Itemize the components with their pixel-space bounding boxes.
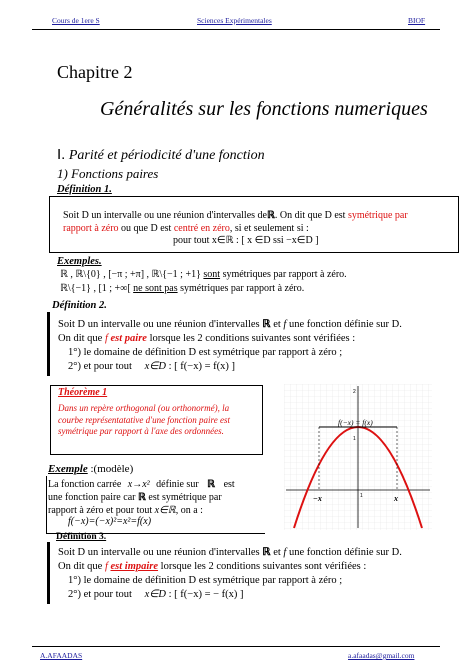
section-heading bbox=[57, 146, 265, 164]
f-symbol: f bbox=[283, 547, 287, 558]
example-formula: f(−x)=(−x)²=x²=f(x) bbox=[68, 516, 152, 527]
def2-cond1: 1°) le domaine de définition D est symétrique par rapport à zéro ; bbox=[68, 347, 343, 358]
examples-line1 bbox=[60, 269, 347, 280]
footer-left[interactable]: A.AFAADAS bbox=[40, 651, 83, 660]
set-R-symbol: ℝ bbox=[262, 547, 271, 558]
graph-tick-y1: 1 bbox=[353, 436, 356, 442]
def3-text bbox=[58, 546, 402, 602]
theorem1-line1: Dans un repère orthogonal (ou orthonormé), la bbox=[58, 403, 230, 413]
set-R-symbol: ℝ bbox=[207, 479, 216, 490]
def2-paire: est paire bbox=[110, 333, 147, 344]
def3-line2a: On dit que bbox=[58, 561, 103, 572]
examples-line2-rest: symétriques par rapport à zéro. bbox=[180, 283, 305, 294]
def1-line1b: . On dit que D est bbox=[274, 210, 346, 221]
def1-label: Définition 1. bbox=[57, 184, 112, 195]
section-roman: I. bbox=[57, 146, 66, 163]
example-line1a: La fonction carrée bbox=[48, 479, 122, 490]
chapter-title: Généralités sur les fonctions numeriques bbox=[100, 98, 428, 120]
examples-sets1: ℝ , ℝ\{0} , [−π ; +π] , ℝ\{−1 ; +1} bbox=[60, 269, 201, 280]
def3-cond1: 1°) le domaine de définition D est symétrique par rapport à zéro ; bbox=[68, 575, 343, 586]
examples-sets2: ℝ\{−1} , [1 ; +∞[ bbox=[60, 283, 131, 294]
def1-text bbox=[63, 209, 453, 235]
graph-tick-y2: 2 bbox=[353, 389, 356, 395]
footer-divider bbox=[32, 646, 440, 647]
set-R-symbol: ℝ bbox=[262, 319, 271, 330]
f-symbol: f bbox=[283, 319, 287, 330]
def2-text bbox=[58, 318, 402, 374]
theorem1-text bbox=[58, 403, 230, 438]
set-R-symbol: ℝ bbox=[266, 210, 275, 221]
example-label: Exemple bbox=[48, 463, 88, 475]
def3-line1c: une fonction définie sur D. bbox=[288, 547, 402, 558]
def3-border bbox=[47, 542, 52, 604]
graph-tick-x1: 1 bbox=[360, 493, 363, 499]
graph-label-fx: f(−x) = f(x) bbox=[338, 418, 373, 427]
def2-line2a: On dit que bbox=[58, 333, 103, 344]
def3-cond2b: x∈D bbox=[144, 589, 166, 600]
examples-label: Exemples. bbox=[57, 256, 102, 267]
parabola-graph bbox=[284, 384, 432, 530]
def2-cond2b: x∈D bbox=[144, 361, 166, 372]
def2-line1b: et bbox=[273, 319, 281, 330]
def2-cond2c: : [ f(−x) = f(x) ] bbox=[168, 361, 235, 372]
graph-label-x: x bbox=[394, 494, 398, 503]
example-line2a: une fonction paire car bbox=[48, 492, 136, 503]
example-line3: rapport à zéro et pour tout bbox=[48, 505, 153, 516]
examples-line1-rest: symétriques par rapport à zéro. bbox=[222, 269, 347, 280]
example-heading bbox=[48, 463, 133, 475]
theorem1-label: Théorème 1 bbox=[58, 387, 108, 398]
examples-ne-sont-pas: ne sont pas bbox=[133, 283, 178, 294]
def3-line1b: et bbox=[273, 547, 281, 558]
theorem1-line2: courbe représentatative d'une fonction paire est bbox=[58, 414, 230, 425]
f-symbol: f bbox=[104, 561, 108, 572]
def2-border bbox=[47, 312, 52, 376]
header-right[interactable]: BIOF bbox=[408, 16, 426, 25]
set-R-symbol: ℝ bbox=[137, 492, 146, 503]
def1-line2b: ou que D est bbox=[121, 223, 172, 234]
theorem1-line3: symétrique par rapport à l'axe des ordonnées. bbox=[58, 426, 224, 436]
def2-line2c: lorsque les 2 conditions suivantes sont vérifiées : bbox=[149, 333, 356, 344]
def3-line2c: lorsque les 2 conditions suivantes sont vérifiées : bbox=[160, 561, 367, 572]
chapter-number: Chapitre 2 bbox=[57, 62, 133, 82]
example-text bbox=[48, 478, 235, 517]
def3-line1a: Soit D un intervalle ou une réunion d'intervalles bbox=[58, 547, 260, 558]
f-symbol: f bbox=[104, 333, 108, 344]
def3-label: Définition 3. bbox=[56, 532, 107, 542]
header-left[interactable]: Cours de 1ere S bbox=[52, 16, 100, 25]
def3-cond2c: : [ f(−x) = − f(x) ] bbox=[168, 589, 244, 600]
def1-symmetric: symétrique par bbox=[347, 210, 408, 221]
subsection-title: 1) Fonctions paires bbox=[57, 166, 159, 181]
def1-centered: centré en zéro bbox=[173, 223, 230, 234]
footer-email-link[interactable]: a.afaadas@gmail.com bbox=[348, 651, 415, 660]
example-suffix: :(modèle) bbox=[90, 463, 134, 475]
def1-formula: pour tout x∈ℝ : [ x ∈D ssi −x∈D ] bbox=[173, 235, 319, 246]
example-line3c: , on a : bbox=[175, 505, 203, 516]
header-divider bbox=[32, 29, 440, 30]
section-title: Parité et périodicité d'une fonction bbox=[68, 148, 265, 163]
def3-cond2a: 2°) et pour tout bbox=[68, 589, 132, 600]
example-line1d: est bbox=[223, 479, 235, 490]
def2-line1a: Soit D un intervalle ou une réunion d'intervalles bbox=[58, 319, 260, 330]
example-x-to-x2: x→x² bbox=[127, 479, 150, 490]
examples-sont: sont bbox=[203, 269, 221, 280]
header-center[interactable]: Sciences Expérimentales bbox=[197, 16, 272, 25]
def3-impaire: est impaire bbox=[110, 561, 159, 572]
def1-line1a: Soit D un intervalle ou une réunion d'intervalles de bbox=[63, 210, 267, 221]
example-line1c: définie sur bbox=[156, 479, 199, 490]
def1-line2d: , si et seulement si : bbox=[229, 223, 309, 234]
def1-about-zero: rapport à zéro bbox=[63, 223, 119, 234]
examples-line2 bbox=[60, 283, 304, 294]
graph-label-neg-x: −x bbox=[313, 494, 322, 503]
example-line2b: est symétrique par bbox=[148, 492, 222, 503]
def2-label: Définition 2. bbox=[52, 300, 107, 311]
def2-cond2a: 2°) et pour tout bbox=[68, 361, 132, 372]
def2-line1c: une fonction définie sur D. bbox=[288, 319, 402, 330]
example-line3b: x∈ℝ bbox=[154, 505, 176, 516]
